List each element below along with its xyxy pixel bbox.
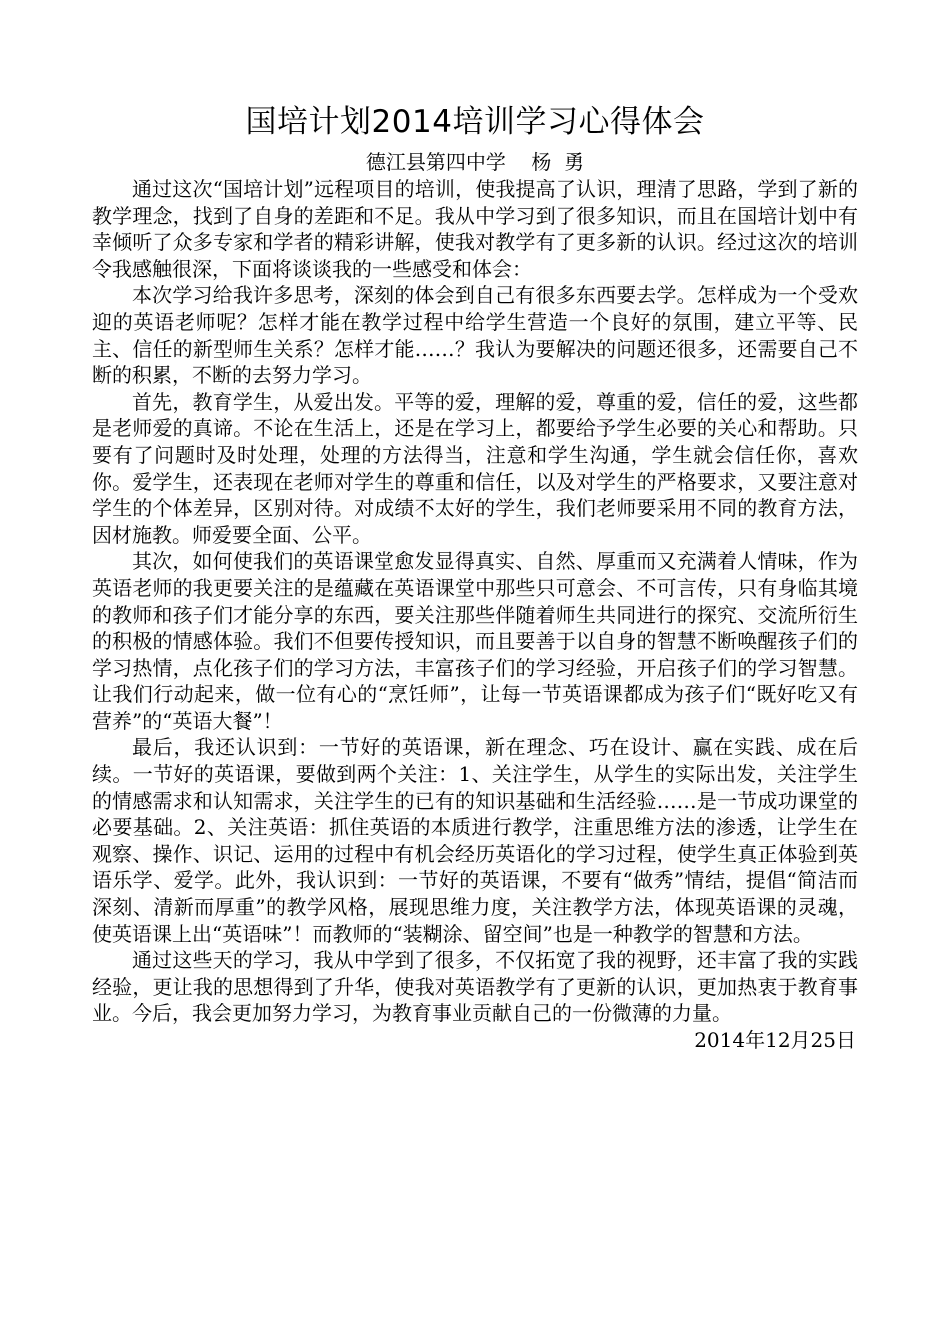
paragraph-intro: 通过这次“国培计划”远程项目的培训，使我提高了认识，理清了思路，学到了新的教学理念，找到了自身的差距和不足。我从中学习到了很多知识，而且在国培计划中有幸倾听了众多专家和学者的精彩讲解，使我对教学有了更多新的认识。经过这次的培训令我感触很深，下面将谈谈我的一些感受和体会：	[92, 177, 858, 281]
paragraph-last: 最后，我还认识到：一节好的英语课，新在理念、巧在设计、赢在实践、成在后续。一节好的英语课，要做到两个关注：1、关注学生，从学生的实际出发，关注学生的情感需求和认知需求，关注学生的已有的知识基础和生活经验……是一节成功课堂的必要基础。2、关注英语：抓住英语的本质进行教学，注重思维方法的渗透，让学生在观察、操作、识记、运用的过程中有机会经历英语化的学习过程，使学生真正体验到英语乐学、爱学。此外，我认识到：一节好的英语课，不要有“做秀”情结，提倡“简洁而深刻、清新而厚重”的教学风格，展现思维力度，关注教学方法，体现英语课的灵魂，使英语课上出“英语味”！而教师的“装糊涂、留空间”也是一种教学的智慧和方法。	[92, 735, 858, 946]
paragraph-conclusion: 通过这些天的学习，我从中学到了很多，不仅拓宽了我的视野，还丰富了我的实践经验，更让我的思想得到了升华，使我对英语教学有了更新的认识，更加热衷于教育事业。今后，我会更加努力学习，为教育事业贡献自己的一份微薄的力量。	[92, 948, 858, 1026]
document-page	[92, 96, 858, 1054]
document-date: 2014年12月25日	[694, 1028, 856, 1052]
paragraph-first: 首先，教育学生，从爱出发。平等的爱，理解的爱，尊重的爱，信任的爱，这些都是老师爱的真谛。不论在生活上，还是在学习上，都要给予学生必要的关心和帮助。只要有了问题时及时处理，处理的方法得当，注意和学生沟通，学生就会信任你，喜欢你。爱学生，还表现在老师对学生的尊重和信任，以及对学生的严格要求，又要注意对学生的个体差异，区别对待。对成绩不太好的学生，我们老师要采用不同的教育方法，因材施教。师爱要全面、公平。	[92, 389, 858, 547]
author-line: 德江县第四中学 杨 勇	[365, 150, 585, 174]
paragraph-second: 其次，如何使我们的英语课堂愈发显得真实、自然、厚重而又充满着人情味，作为英语老师的我更要关注的是蕴藏在英语课堂中那些只可意会、不可言传，只有身临其境的教师和孩子们才能分享的东西，要关注那些伴随着师生共同进行的探究、交流所衍生的积极的情感体验。我们不但要传授知识，而且要善于以自身的智慧不断唤醒孩子们的学习热情，点化孩子们的学习方法，丰富孩子们的学习经验，开启孩子们的学习智慧。让我们行动起来，做一位有心的“烹饪师”，让每一节英语课都成为孩子们“既好吃又有营养”的“英语大餐”！	[92, 549, 858, 733]
document-title: 国培计划2014培训学习心得体会	[245, 104, 705, 140]
paragraph-reflection: 本次学习给我许多思考，深刻的体会到自己有很多东西要去学。怎样成为一个受欢迎的英语老师呢？怎样才能在教学过程中给学生营造一个良好的氛围，建立平等、民主、信任的新型师生关系？怎样才能……？我认为要解决的问题还很多，还需要自己不断的积累，不断的去努力学习。	[92, 283, 858, 388]
